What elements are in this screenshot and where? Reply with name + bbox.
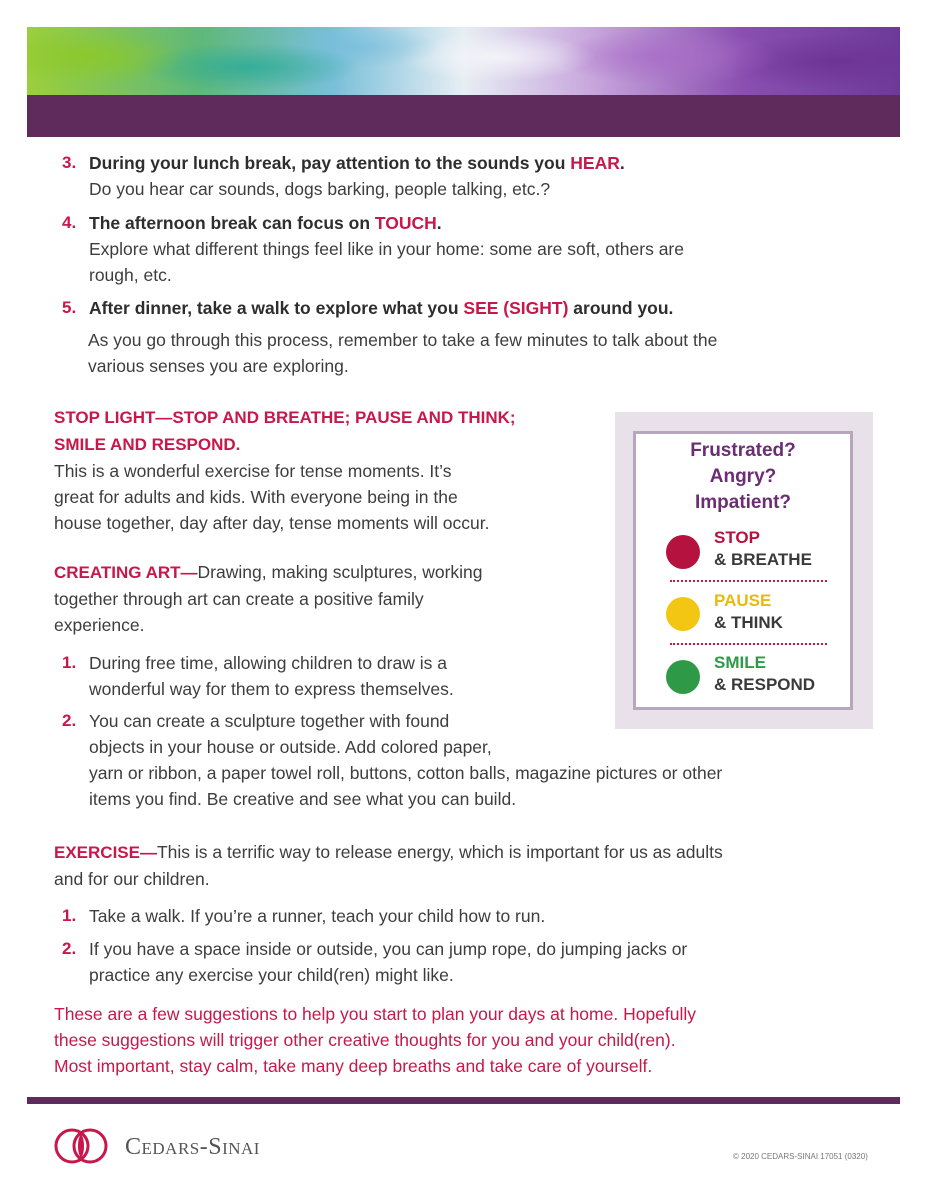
item-tail: .	[619, 153, 625, 173]
header-banner	[27, 27, 900, 137]
question-impatient: Impatient?	[694, 492, 792, 513]
section-body: This is a wonderful exercise for tense moments. It’s	[54, 461, 452, 481]
item-body: objects in your house or outside. Add colored paper,	[89, 737, 492, 757]
watercolor-strip	[27, 27, 900, 95]
item-body: Explore what different things feel like in your home: some are soft, others are	[89, 239, 684, 259]
copyright-notice: © 2020 CEDARS-SINAI 17051 (0320)	[733, 1152, 868, 1161]
section-heading: CREATING ART—	[54, 563, 198, 582]
smile-label: SMILE	[714, 653, 766, 672]
list-number: 3.	[62, 153, 77, 172]
list-number: 2.	[62, 939, 77, 958]
header-band	[27, 95, 900, 137]
list-number: 2.	[62, 711, 77, 730]
item-body: yarn or ribbon, a paper towel roll, buttons, cotton balls, magazine pictures or other	[89, 763, 723, 783]
stop-label: STOP	[714, 528, 760, 547]
cedars-sinai-logo-icon	[53, 1125, 109, 1167]
item-body: rough, etc.	[89, 265, 172, 285]
stop-action: & BREATHE	[714, 550, 812, 569]
item-body: If you have a space inside or outside, you can jump rope, do jumping jacks or	[89, 939, 688, 959]
pause-action: & THINK	[714, 613, 783, 632]
stoplight-card	[633, 431, 853, 710]
green-light-icon	[666, 660, 700, 694]
section-heading: SMILE AND RESPOND.	[54, 435, 241, 454]
list-item	[89, 150, 869, 202]
item-lead: After dinner, take a walk to explore what you	[89, 298, 464, 318]
stoplight-box	[615, 412, 873, 729]
section-body: house together, day after day, tense moments will occur.	[54, 513, 490, 533]
question-angry: Angry?	[709, 466, 777, 487]
closing-line: various senses you are exploring.	[88, 356, 349, 376]
art-section	[54, 559, 614, 638]
divider	[670, 580, 827, 582]
item-body: During free time, allowing children to draw is a	[89, 653, 447, 673]
smile-action: & RESPOND	[714, 675, 816, 694]
item-body: Take a walk. If you’re a runner, teach your child how to run.	[89, 906, 546, 926]
list-item	[89, 210, 889, 288]
footer-rule	[27, 1097, 900, 1104]
closing-line: As you go through this process, remember to take a few minutes to talk about the	[88, 330, 718, 350]
item-emphasis: SEE (SIGHT)	[463, 298, 569, 318]
list-number: 4.	[62, 213, 77, 232]
item-lead: The afternoon break can focus on	[89, 213, 375, 233]
red-light-icon	[666, 535, 700, 569]
list-number: 5.	[62, 298, 77, 317]
item-body: items you find. Be creative and see what you can build.	[89, 789, 517, 809]
list-item	[89, 936, 889, 988]
senses-closing	[88, 327, 888, 379]
section-body: together through art can create a positive family	[54, 589, 424, 609]
question-frustrated: Frustrated?	[690, 440, 796, 461]
item-emphasis: TOUCH	[374, 213, 437, 233]
stoplight-section	[54, 404, 614, 536]
yellow-light-icon	[666, 597, 700, 631]
exercise-section	[54, 839, 874, 892]
item-lead: During your lunch break, pay attention to the sounds you	[89, 153, 571, 173]
list-item	[89, 295, 889, 321]
conclusion-line: these suggestions will trigger other creative thoughts for you and your child(ren).	[54, 1030, 676, 1050]
list-number: 1.	[62, 653, 77, 672]
item-tail: around you.	[568, 298, 674, 318]
section-body: This is a terrific way to release energy, which is important for us as adults	[156, 842, 723, 862]
conclusion-line: Most important, stay calm, take many deep breaths and take care of yourself.	[54, 1056, 653, 1076]
conclusion-paragraph	[54, 1001, 894, 1079]
item-tail: .	[436, 213, 442, 233]
list-item	[89, 903, 889, 929]
brand-wordmark	[125, 1134, 260, 1161]
section-body: Drawing, making sculptures, working	[197, 562, 483, 582]
item-body: You can create a sculpture together with found	[89, 711, 450, 731]
pause-label: PAUSE	[714, 591, 772, 610]
divider	[670, 643, 827, 645]
section-body: great for adults and kids. With everyone being in the	[54, 487, 458, 507]
section-body: experience.	[54, 615, 145, 635]
brand-name: Cedars-Sinai	[125, 1134, 260, 1160]
item-body: practice any exercise your child(ren) might like.	[89, 965, 454, 985]
section-heading: EXERCISE—	[54, 843, 157, 862]
item-body: Do you hear car sounds, dogs barking, people talking, etc.?	[89, 179, 551, 199]
item-body: wonderful way for them to express themselves.	[89, 679, 454, 699]
list-item	[89, 650, 609, 702]
conclusion-line: These are a few suggestions to help you start to plan your days at home. Hopefully	[54, 1004, 697, 1024]
list-number: 1.	[62, 906, 77, 925]
item-emphasis: HEAR	[570, 153, 620, 173]
section-body: and for our children.	[54, 869, 210, 889]
section-heading: STOP LIGHT—STOP AND BREATHE; PAUSE AND THINK;	[54, 408, 516, 427]
